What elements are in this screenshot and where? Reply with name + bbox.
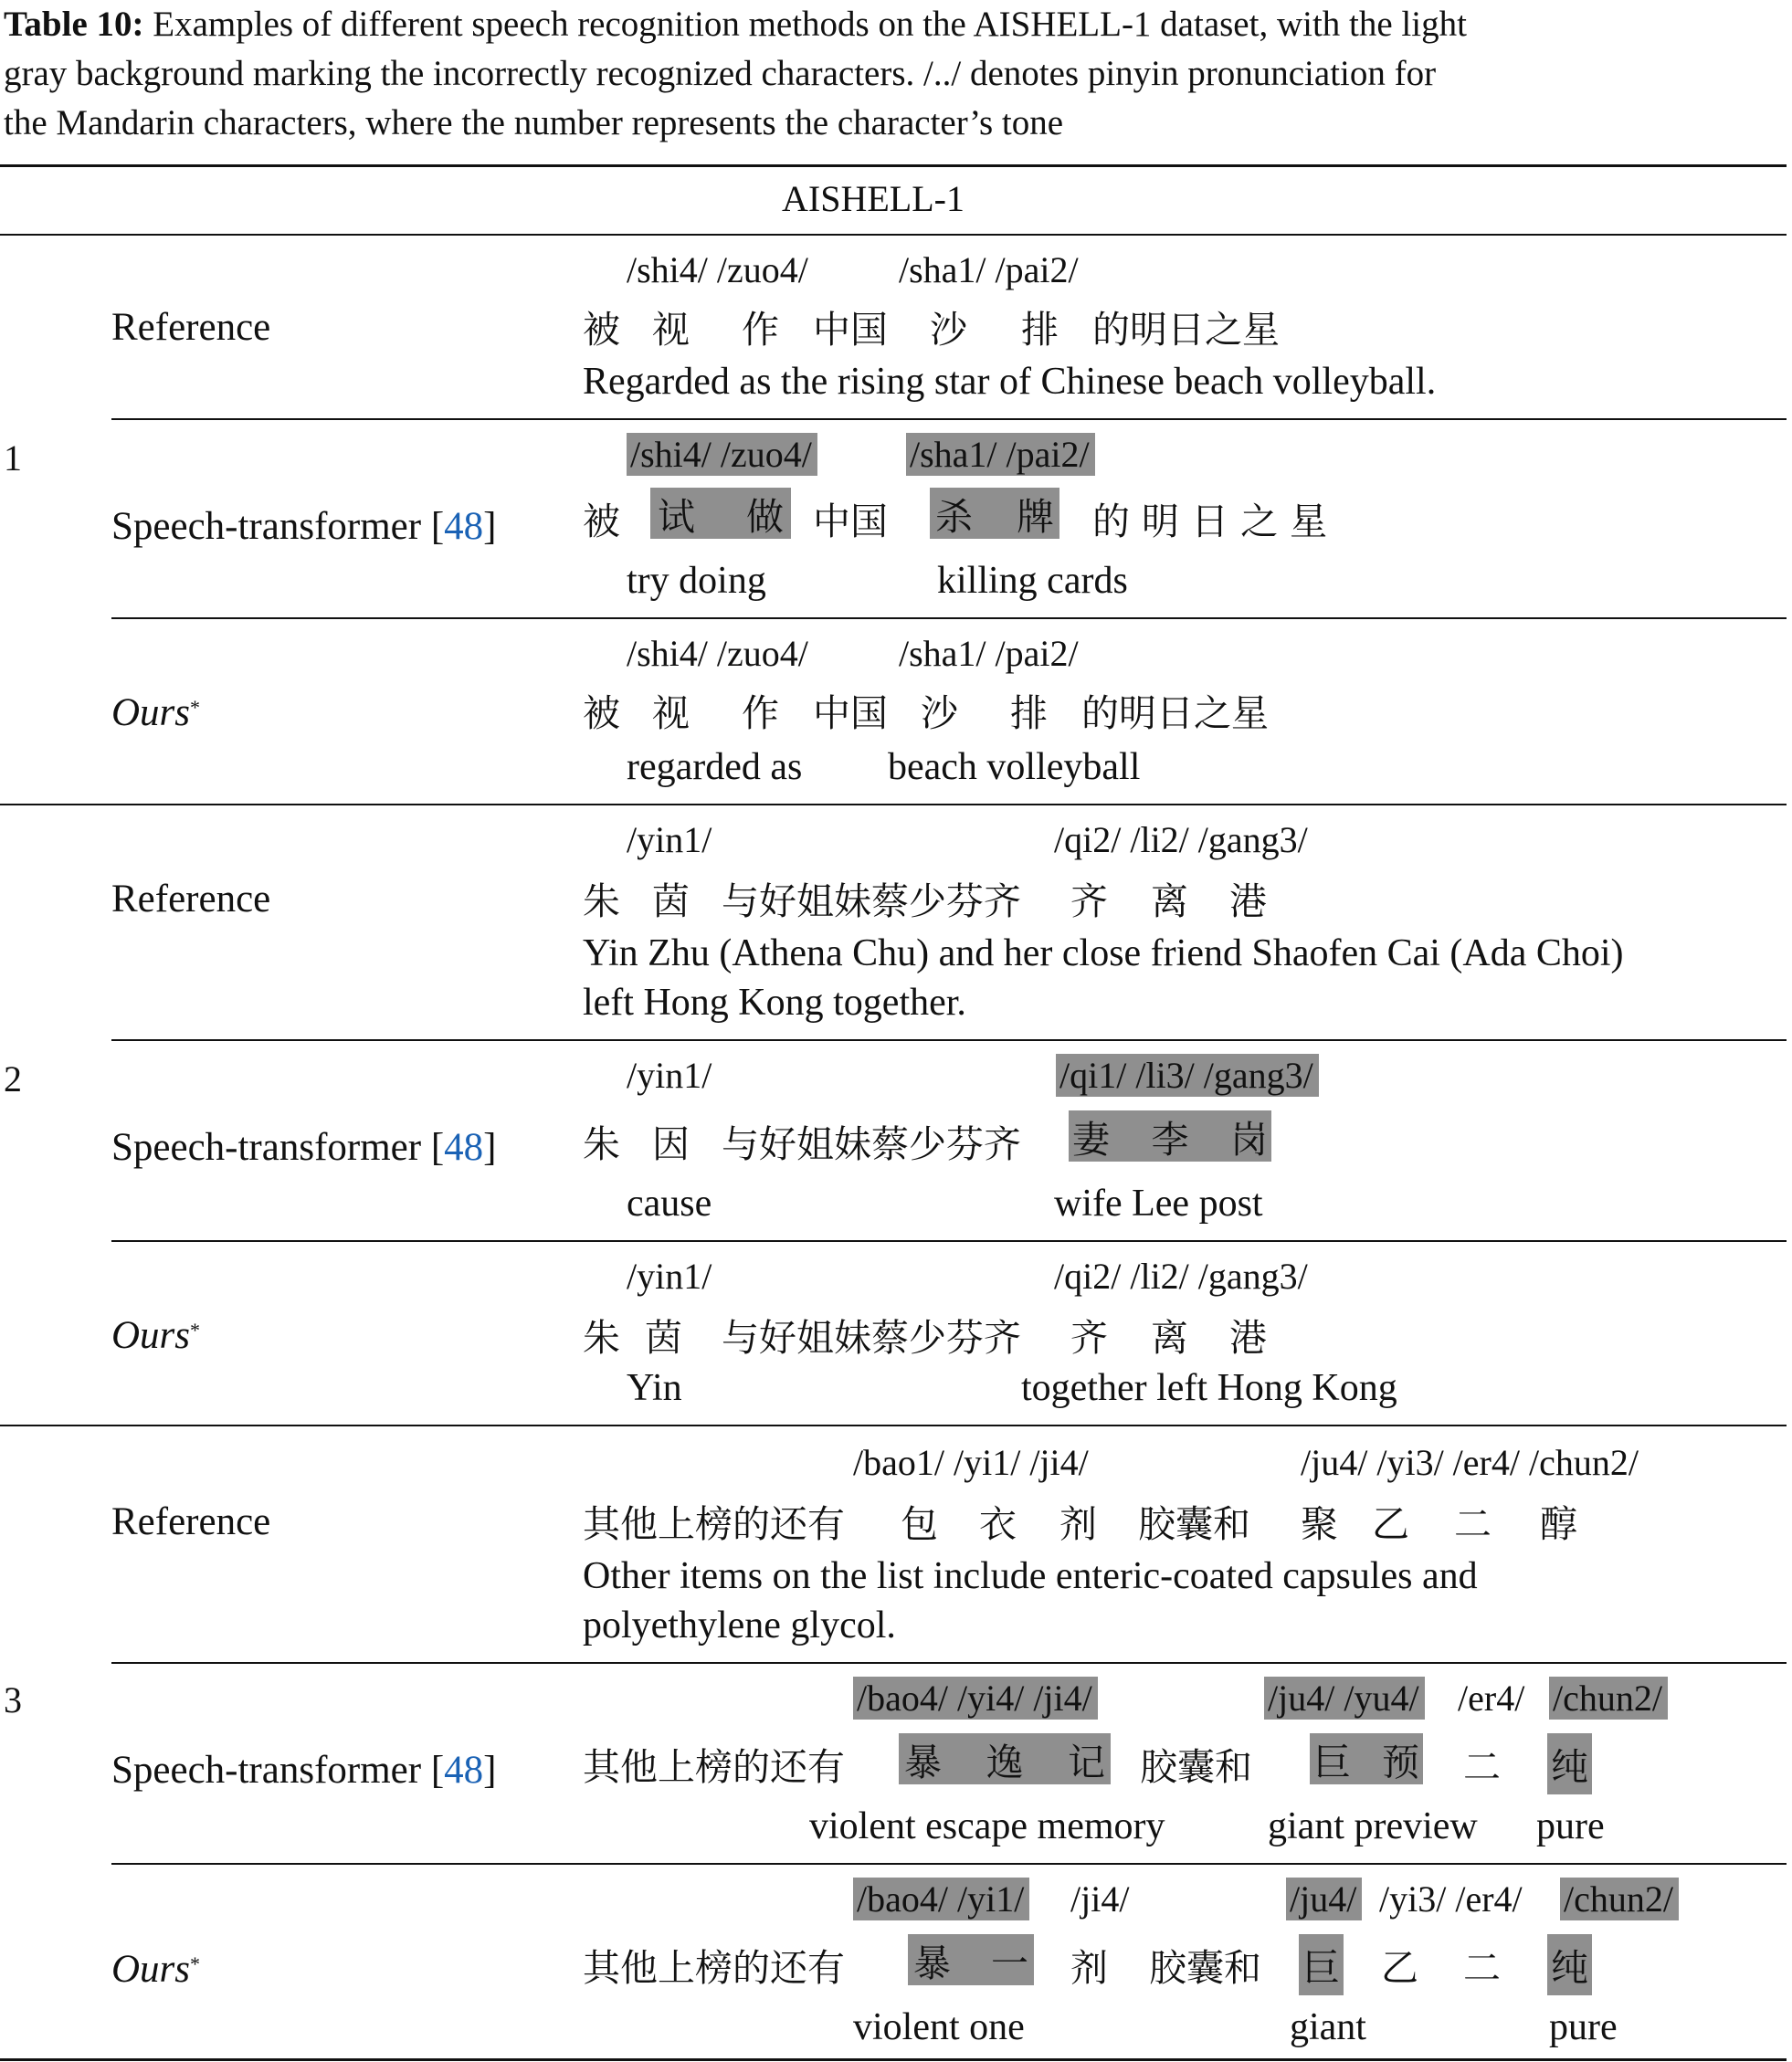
pinyin-error: /ju4/ [1286,1878,1362,1920]
method-ours: Ours* [111,1948,201,1991]
sub-rule [111,1863,1787,1865]
hanzi: 剂 [1070,1946,1108,1990]
method-reference: Reference [111,306,271,349]
hanzi: 二 [1454,1502,1492,1546]
translation: violent escape memory [809,1805,1165,1847]
hanzi: 衣 [979,1502,1017,1546]
hanzi: 醇 [1540,1502,1577,1546]
pinyin: /yin1/ [627,1055,712,1096]
translation: Regarded as the rising star of Chinese beach volleyball. [583,361,1437,403]
hanzi: 乙 [1381,1946,1418,1990]
hanzi: 剂 [1059,1502,1097,1546]
hanzi: 视 [652,691,690,735]
hanzi: 二 [1463,1946,1501,1990]
hanzi: 离 [1151,1316,1188,1360]
hanzi: 中国 [813,500,888,543]
hanzi: 被 [583,308,620,352]
hanzi: 齐 [1070,1316,1108,1360]
hanzi: 与好姐妹蔡少芬齐 [722,1316,1021,1360]
hanzi: 因 [652,1122,690,1166]
translation: Yin Zhu (Athena Chu) and her close friend Shaofen Cai (Ada Choi) [583,932,1624,974]
sub-rule [111,1662,1787,1664]
pinyin: /yin1/ [627,819,712,860]
hanzi: 被 [583,691,620,735]
pinyin-error: /chun2/ [1549,1677,1668,1720]
hanzi: 聚 [1301,1502,1338,1546]
sub-rule [111,617,1787,619]
hanzi: 其他上榜的还有 [583,1946,845,1990]
pinyin-error: /sha1/ /pai2/ [906,433,1095,476]
pinyin: /ju4/ /yi3/ /er4/ /chun2/ [1301,1442,1639,1483]
pinyin: /shi4/ /zuo4/ [627,633,808,674]
translation: try doing [627,560,766,602]
translation: together left Hong Kong [1021,1367,1397,1409]
hanzi-error: 纯 [1547,1934,1592,1995]
hanzi: 其他上榜的还有 [583,1745,845,1789]
hanzi: 乙 [1372,1502,1409,1546]
hanzi: 的明日之星 [1092,308,1280,352]
caption-line-3: the Mandarin characters, where the number represents the character’s tone [4,103,1064,142]
hanzi: 离 [1151,879,1188,923]
group-rule [0,804,1787,805]
translation: regarded as [627,746,803,788]
row-number-2: 2 [4,1058,22,1099]
hanzi: 朱 [583,879,620,923]
translation: killing cards [937,560,1128,602]
hanzi: 的 明 日 之 星 [1092,500,1328,543]
hanzi: 胶囊和 [1138,1502,1250,1546]
translation: Yin [627,1367,682,1409]
hanzi: 茵 [645,1316,682,1360]
hanzi: 齐 [1070,879,1108,923]
hanzi-error: 纯 [1547,1733,1592,1794]
hanzi-error-group: 暴 逸 记 [899,1733,1111,1784]
sub-rule [111,418,1787,420]
caption-label: Table 10: [4,5,144,44]
hanzi: 胶囊和 [1140,1745,1252,1789]
row-number-3: 3 [4,1679,22,1720]
translation: beach volleyball [888,746,1141,788]
hanzi: 的明日之星 [1081,691,1269,735]
table-caption [4,0,1785,148]
translation: cause [627,1183,712,1225]
hanzi: 中国 [813,691,888,735]
hanzi: 包 [901,1502,938,1546]
pinyin: /bao1/ /yi1/ /ji4/ [853,1442,1089,1483]
pinyin-error: /ju4/ /yu4/ [1264,1677,1425,1720]
hanzi: 其他上榜的还有 [583,1502,845,1546]
hanzi: 中国 [813,308,888,352]
bottom-rule [0,2058,1787,2061]
hanzi: 港 [1229,1316,1267,1360]
hanzi: 朱 [583,1122,620,1166]
hanzi: 被 [583,500,620,543]
pinyin: /yin1/ [627,1256,712,1297]
method-reference: Reference [111,1500,271,1543]
hanzi: 茵 [652,879,690,923]
hanzi: 作 [742,691,779,735]
method-ours: Ours* [111,1314,201,1357]
pinyin: /shi4/ /zuo4/ [627,249,808,290]
pinyin: /sha1/ /pai2/ [899,633,1079,674]
citation-link[interactable]: 48 [444,505,484,548]
sub-rule [111,1240,1787,1242]
pinyin: /yi3/ /er4/ [1379,1878,1523,1920]
translation: polyethylene glycol. [583,1604,896,1646]
method-ours: Ours* [111,691,201,734]
top-rule [0,164,1787,167]
hanzi: 朱 [583,1316,620,1360]
hanzi: 胶囊和 [1149,1946,1261,1990]
translation: Other items on the list include enteric-coated capsules and [583,1555,1478,1597]
hanzi: 排 [1021,308,1059,352]
hanzi-error-group: 杀 牌 [930,488,1059,539]
pinyin-error: /shi4/ /zuo4/ [627,433,817,476]
hanzi: 与好姐妹蔡少芬齐 [722,879,1021,923]
table-header: AISHELL-1 [782,178,965,219]
pinyin-error: /qi1/ /li3/ /gang3/ [1056,1054,1319,1097]
pinyin: /qi2/ /li2/ /gang3/ [1054,819,1308,860]
hanzi-error-group: 试 做 [650,488,791,539]
translation: pure [1536,1805,1605,1847]
hanzi: 作 [742,308,779,352]
translation: giant [1290,2006,1366,2048]
method-reference: Reference [111,878,271,921]
hanzi: 排 [1010,691,1048,735]
translation: giant preview [1268,1805,1478,1847]
hanzi-error-group: 妻 李 岗 [1069,1110,1271,1162]
pinyin: /er4/ [1458,1678,1525,1719]
caption-line-2: gray background marking the incorrectly recognized characters. /../ denotes pinyin pronunciation for [4,54,1437,93]
pinyin-error: /chun2/ [1560,1878,1679,1920]
pinyin: /sha1/ /pai2/ [899,249,1079,290]
pinyin: /ji4/ [1070,1878,1130,1920]
translation: pure [1549,2006,1618,2048]
hanzi: 沙 [921,691,958,735]
hanzi-error-group: 暴 一 [908,1934,1034,1985]
pinyin-error: /bao4/ /yi4/ /ji4/ [853,1677,1098,1720]
translation: wife Lee post [1054,1183,1263,1225]
hanzi-error: 巨 [1299,1934,1344,1995]
citation-link[interactable]: 48 [444,1126,484,1169]
method-speech-transformer: Speech-transformer [48] [111,1749,497,1792]
hanzi-error-group: 巨 预 [1310,1733,1423,1784]
pinyin: /qi2/ /li2/ /gang3/ [1054,1256,1308,1297]
row-number-1: 1 [4,437,22,479]
translation: left Hong Kong together. [583,982,966,1024]
pinyin-error: /bao4/ /yi1/ [853,1878,1029,1920]
citation-link[interactable]: 48 [444,1749,484,1792]
hanzi: 视 [652,308,690,352]
translation: violent one [853,2006,1025,2048]
caption-line-1: Table 10: Examples of different speech recognition methods on the AISHELL-1 dataset, with the light [4,5,1467,44]
header-rule [0,234,1787,236]
hanzi: 港 [1229,879,1267,923]
hanzi: 与好姐妹蔡少芬齐 [722,1122,1021,1166]
method-speech-transformer: Speech-transformer [48] [111,1126,497,1169]
sub-rule [111,1039,1787,1041]
hanzi: 二 [1463,1745,1501,1789]
group-rule [0,1425,1787,1426]
hanzi: 沙 [930,308,967,352]
method-speech-transformer: Speech-transformer [48] [111,505,497,548]
